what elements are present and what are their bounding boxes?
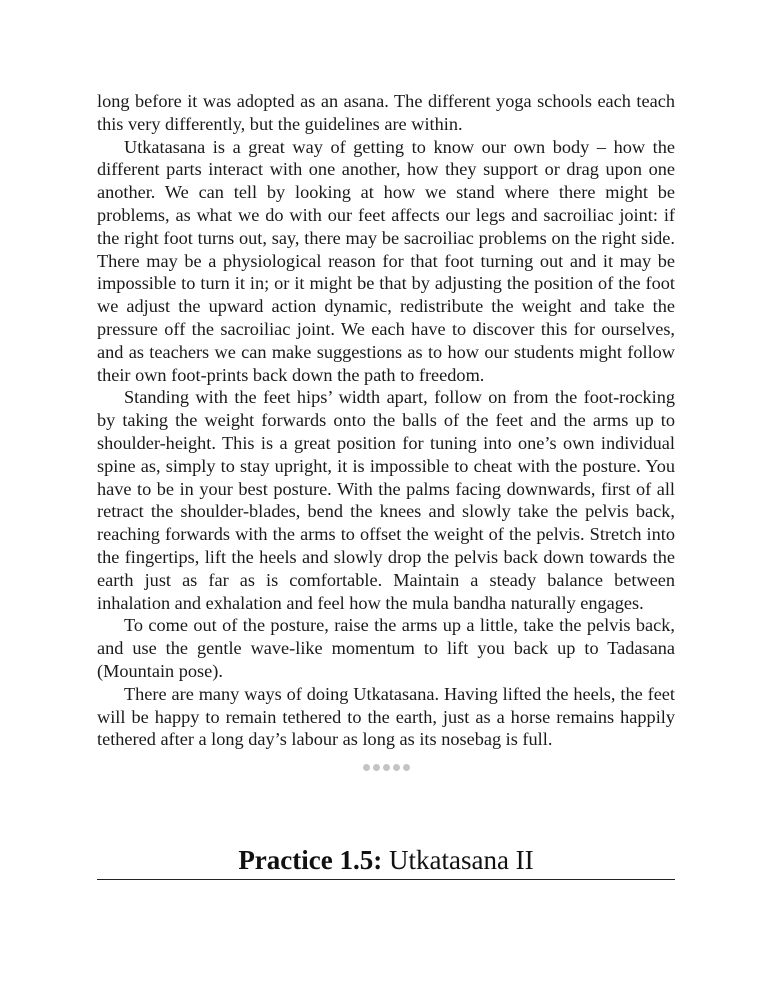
paragraph: There are many ways of doing Utkatasana. Having lifted the heels, the feet will be happy to remain tethered to the earth, just as a horse remains happily tethered after a long day’s labour as long as its nosebag is full. [97, 683, 675, 750]
section-separator [97, 764, 675, 772]
paragraph: To come out of the posture, raise the arms up a little, take the pelvis back, and use the gentle wave-like momentum to lift you back up to Tadasana (Mountain pose). [97, 615, 675, 681]
separator-dot [393, 764, 400, 771]
separator-dot [363, 764, 370, 771]
section-title: Utkatasana II [388, 845, 534, 875]
section-label: Practice 1.5: [238, 845, 383, 875]
paragraph: Standing with the feet hips’ width apart, follow on from the foot-rocking by taking the weight forwards onto the balls of the feet and the arms up to shoulder-height. This is a great position for tuning into one’s own individual spine as, simply to stay upright, it is impossible to cheat with the posture. You have to be in your best posture. With the palms facing downwards, first of all retract the shoulder-blades, bend the knees and slowly take the pelvis back, reaching forwards with the arms to offset the weight of the pelvis. Stretch into the fingertips, lift the heels and slowly drop the pelvis back down towards the earth just as far as is comfortable. Maintain a steady balance between inhalation and exhalation and feel how the mula bandha naturally engages. [97, 387, 675, 613]
page-body [97, 90, 675, 772]
separator-dot [383, 764, 390, 771]
paragraph: Utkatasana is a great way of getting to know our own body – how the different parts interact with one another, how they support or drag upon one another. We can tell by looking at how we stand where there might be problems, as what we do with our feet affects our legs and sacroiliac joint: if the right foot turns out, say, there may be sacroiliac problems on the right side. There may be a physiological reason for that foot turning out and it may be impossible to turn it in; or it might be that by adjusting the position of the foot we adjust the upward action dynamic, redistribute the weight and take the pressure off the sacroiliac joint. We each have to discover this for ourselves, and as teachers we can make suggestions as to how our students might follow their own foot-prints back down the path to freedom. [97, 136, 675, 385]
separator-dot [373, 764, 380, 771]
section-heading [97, 843, 675, 880]
paragraph: long before it was adopted as an asana. The different yoga schools each teach this very differently, but the guidelines are within. [97, 91, 675, 134]
separator-dot [403, 764, 410, 771]
